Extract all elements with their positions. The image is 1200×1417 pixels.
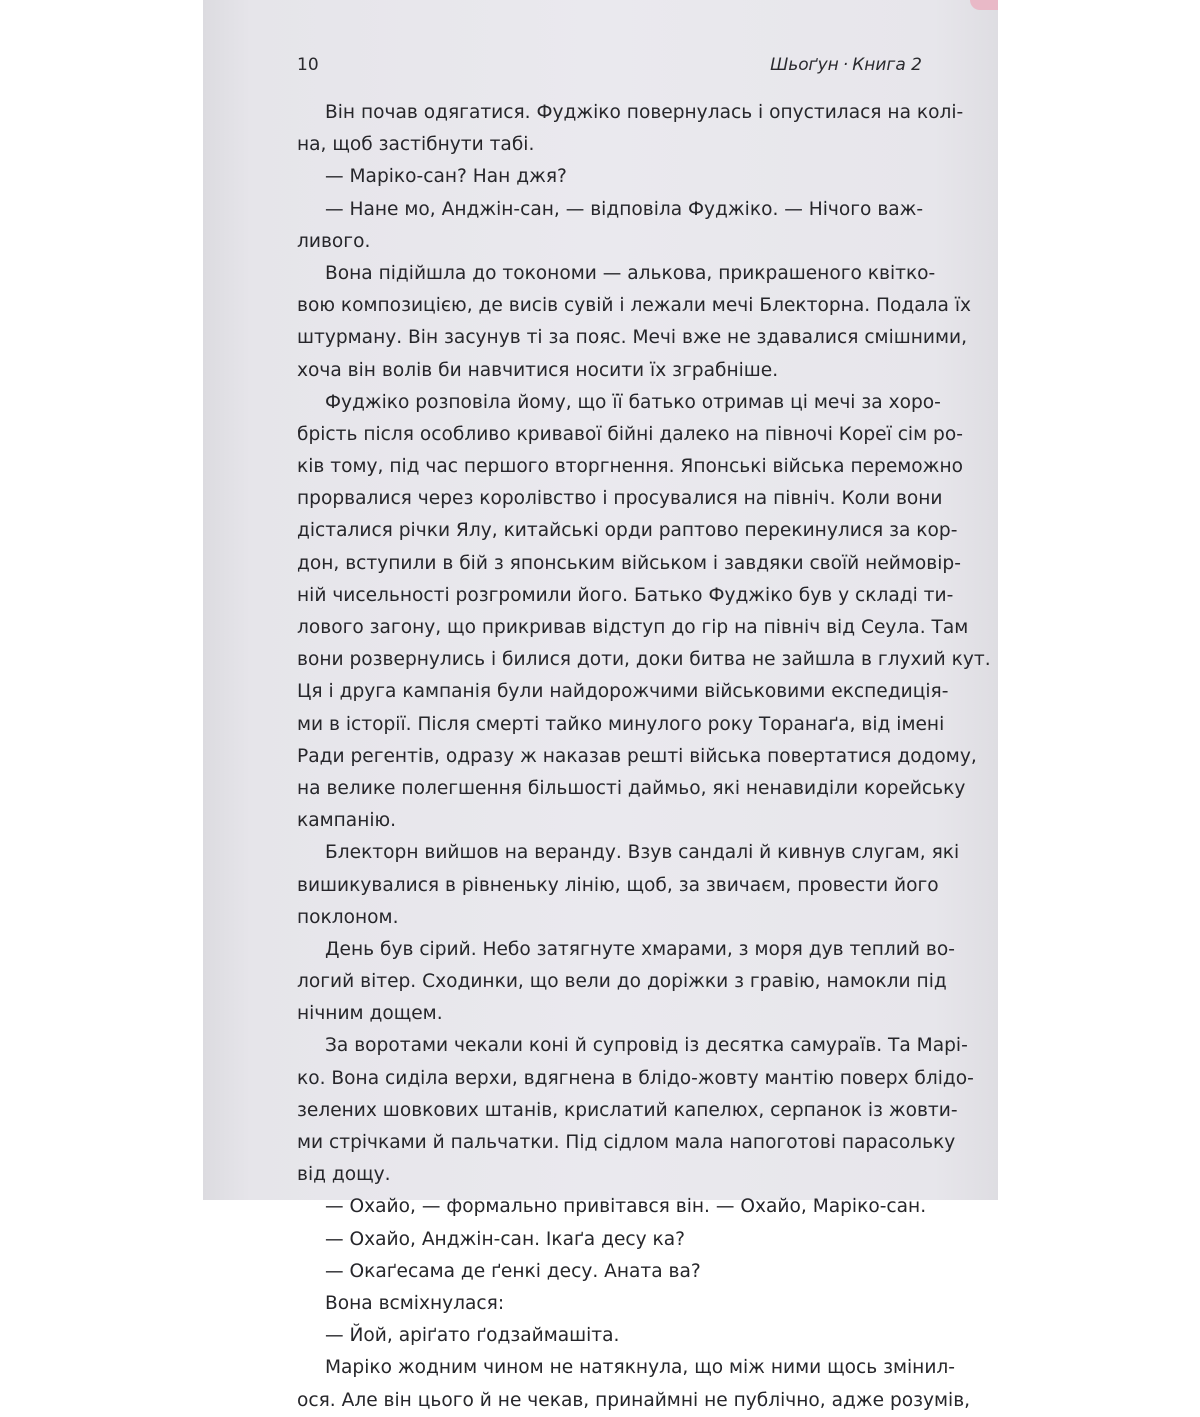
text-line: ко. Вона сиділа верхи, вдягнена в блідо-жовту мантію поверх блідо- <box>297 1067 974 1089</box>
text-line: зелених шовкових штанів, крислатий капелюх, серпанок із жовти- <box>297 1099 958 1121</box>
text-line: хоча він волів би навчитися носити їх зграбніше. <box>297 359 779 381</box>
background-left <box>0 0 203 1200</box>
text-line: Маріко жодним чином не натякнула, що між ними щось змінил- <box>325 1357 955 1379</box>
text-line: ми в історії. Після смерті тайко минулого року Торанаґа, від імені <box>297 713 945 735</box>
text-line: ній чисельності розгромили його. Батько Фуджіко був у складі ти- <box>297 584 954 606</box>
corner-tab-mark <box>970 0 998 10</box>
text-line: від дощу. <box>297 1164 391 1186</box>
text-line: ків тому, під час першого вторгнення. Японські війська переможно <box>297 456 963 478</box>
text-line: Вона підійшла до токономи — алькова, прикрашеного квітко- <box>325 262 936 284</box>
text-line: Фуджіко розповіла йому, що її батько отримав ці мечі за хоро- <box>325 391 941 413</box>
header-separator: · <box>842 55 849 75</box>
text-line: кампанію. <box>297 810 397 832</box>
text-line: прорвалися через королівство і просувалися на північ. Коли вони <box>297 488 943 510</box>
text-line: — Маріко-сан? Нан джя? <box>325 166 567 188</box>
text-line: ми стрічками й пальчатки. Під сідлом мала напоготові парасольку <box>297 1132 956 1153</box>
page-header <box>297 55 922 83</box>
text-line: ося. Але він цього й не чекав, принаймні не публічно, адже розумів, <box>297 1389 971 1411</box>
text-line: За воротами чекали коні й супровід із десятка самураїв. Та Марі- <box>325 1035 968 1057</box>
text-line: — Окаґесама де ґенкі десу. Аната ва? <box>325 1260 701 1282</box>
text-line: Блекторн вийшов на веранду. Взув сандалі й кивнув слугам, які <box>325 842 960 864</box>
text-line: — Охайо, Анджін-сан. Ікаґа десу ка? <box>325 1228 686 1250</box>
text-line: — Нане мо, Анджін-сан, — відповіла Фуджіко. — Нічого важ- <box>325 198 924 220</box>
text-line: на велике полегшення більшості даймьо, які ненавиділи корейську <box>297 777 966 799</box>
text-line: Він почав одягатися. Фуджіко повернулась і опустилася на колі- <box>325 102 964 123</box>
book-page <box>203 0 998 1411</box>
text-line: логий вітер. Сходинки, що вели до доріжки з гравію, намокли під <box>297 971 947 993</box>
text-line: штурману. Він засунув ті за пояс. Мечі вже не здавалися смішними, <box>297 327 968 349</box>
text-line: вишикувалися в рівненьку лінію, щоб, за звичаєм, провести його <box>297 874 939 896</box>
text-line: на, щоб застібнути табі. <box>297 134 535 156</box>
text-line: поклоном. <box>297 906 399 928</box>
text-line: дон, вступили в бій з японським військом і завдяки своїй неймовір- <box>297 552 961 574</box>
text-line: Вона всміхнулася: <box>325 1292 505 1314</box>
book-title: Шьоґун <box>770 55 839 75</box>
text-line: вою композицією, де висів сувій і лежали мечі Блекторна. Подала їх <box>297 295 971 317</box>
text-line: нічним дощем. <box>297 1003 443 1025</box>
text-line: — Йой, аріґато ґодзаймашіта. <box>325 1325 620 1347</box>
text-line: — Охайо, — формально привітався він. — Охайо, Маріко-сан. <box>325 1196 927 1218</box>
text-line: Ради регентів, одразу ж наказав решті війська повертатися додому, <box>297 745 977 767</box>
text-line: День був сірий. Небо затягнуте хмарами, з моря дув теплий во- <box>325 938 955 960</box>
text-line: ливого. <box>297 230 371 252</box>
text-line: лового загону, що прикривав відступ до гір на північ від Сеула. Там <box>297 617 969 638</box>
page-number: 10 <box>297 55 319 75</box>
text-line: вони розвернулись і билися доти, доки битва не зайшла в глухий кут. <box>297 649 991 671</box>
running-head <box>770 55 922 75</box>
body-text <box>297 97 991 1417</box>
text-line: Ця і друга кампанія були найдорожчими військовими експедиція- <box>297 681 949 703</box>
text-line: брість після особливо кривавої бійні далеко на півночі Кореї сім ро- <box>297 423 963 445</box>
book-part: Книга 2 <box>852 55 922 75</box>
text-line: дісталися річки Ялу, китайські орди раптово перекинулися за кор- <box>297 520 958 542</box>
